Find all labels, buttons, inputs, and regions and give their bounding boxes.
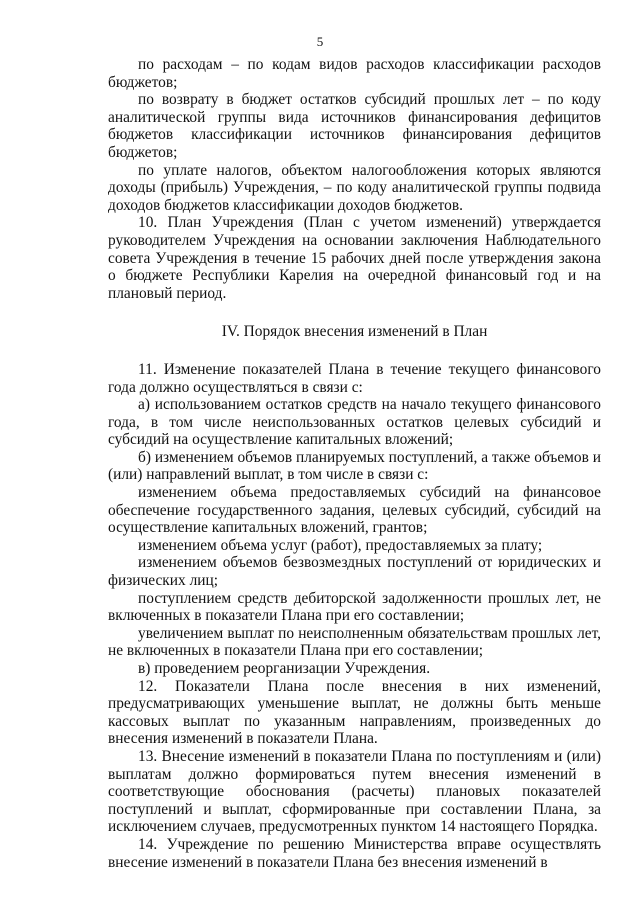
paragraph-donations-change: изменением объемов безвозмездных поступлений от юридических и физических лиц; [108,554,601,590]
paragraph-receivables: поступлением средств дебиторской задолженности прошлых лет, не включенных в показатели Плана при его составлении; [108,589,601,625]
section-heading: IV. Порядок внесения изменений в План [221,323,488,341]
page-number: 5 [316,34,324,49]
paragraph-subsidy-return: по возврату в бюджет остатков субсидий прошлых лет – по коду аналитической группы вида источников финансирования дефицитов бюджетов классификации источников финансирования дефицитов бюджетов; [108,91,601,161]
paragraph-item-b: б) изменением объемов планируемых поступлений, а также объемов и (или) направлений выплат, в том числе в связи с: [108,448,601,484]
paragraph-clause-11: 11. Изменение показателей Плана в течение текущего финансового года должно осуществляться в связи с: [108,360,601,396]
paragraph-obligations: увеличением выплат по неисполненным обязательствам прошлых лет, не включенных в показатели Плана при его составлении; [108,624,601,660]
document-body [108,56,601,871]
paragraph-subsidy-change: изменением объема предоставляемых субсидий на финансовое обеспечение государственного задания, целевых субсидий, субсидий на осуществление капитальных вложений, грантов; [108,484,601,537]
paragraph-clause-10: 10. План Учреждения (План с учетом изменений) утверждается руководителем Учреждения на основании заключения Наблюдательного совета Учреждения в течение 15 рабочих дней после утверждения закона о бюджете Республики Карелия на очередной финансовый год и на плановый период. [108,214,601,302]
paragraph-item-c: в) проведением реорганизации Учреждения. [138,660,431,677]
paragraph-expenses: по расходам – по кодам видов расходов классификации расходов бюджетов; [108,56,601,91]
paragraph-clause-13: 13. Внесение изменений в показатели Плана по поступлениям и (или) выплатам должно формироваться путем внесения изменений в соответствующие обоснования (расчеты) плановых показателей поступлений и выплат, сформированные при составлении Плана, за исключением случаев, предусмотренных пунктом 14 настоящего Порядка. [108,747,601,836]
paragraph-taxes: по уплате налогов, объектом налогообложения которых являются доходы (прибыль) Учреждения, – по коду аналитической группы подвида доходов бюджетов классификации доходов бюджетов. [108,161,601,214]
paragraph-clause-12: 12. Показатели Плана после внесения в них изменений, предусматривающих уменьшение выплат, не должны быть меньше кассовых выплат по указанным направлениям, произведенных до внесения изменений в показатели Плана. [108,677,601,748]
paragraph-clause-14: 14. Учреждение по решению Министерства вправе осуществлять внесение изменений в показатели Плана без внесения изменений в [108,835,601,871]
paragraph-services-change: изменением объема услуг (работ), предоставляемых за плату; [138,536,543,554]
paragraph-item-a: а) использованием остатков средств на начало текущего финансового года, в том числе неиспользованных остатков целевых субсидий и субсидий на осуществление капитальных вложений; [108,396,601,449]
